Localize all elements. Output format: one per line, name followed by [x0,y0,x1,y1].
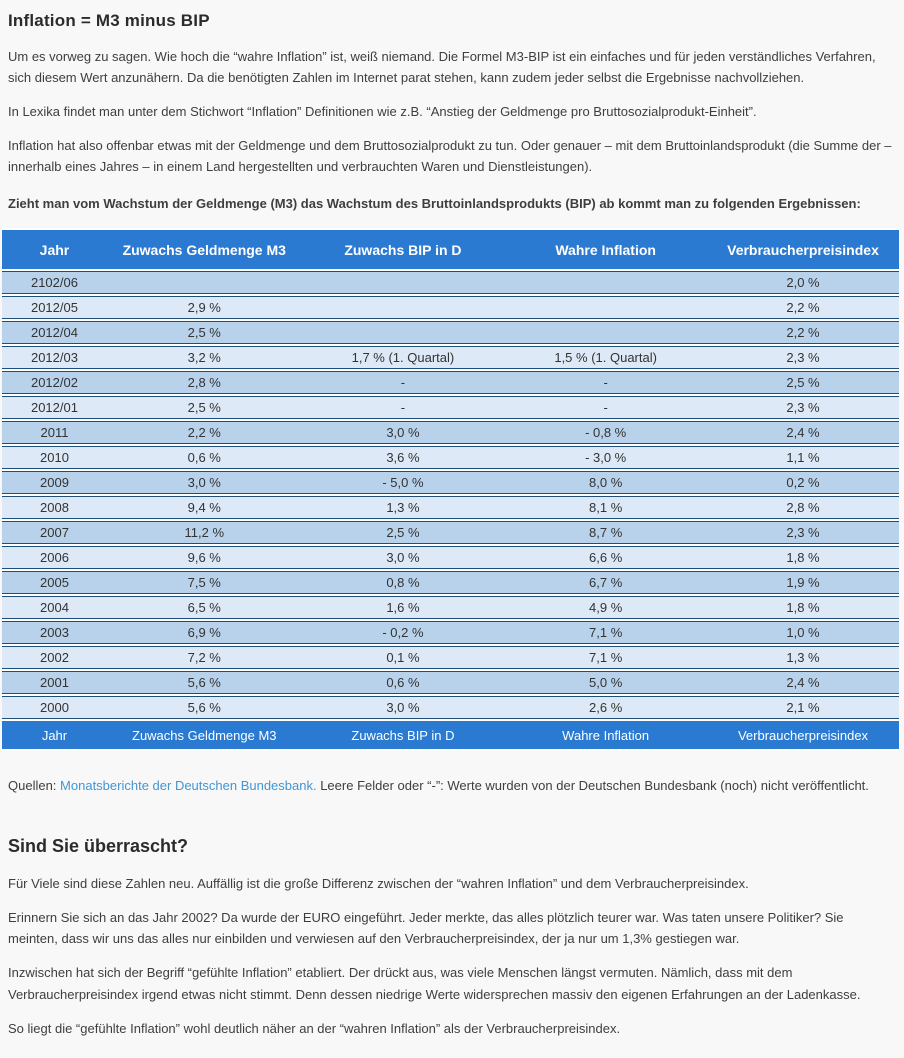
table-cell: 3,0 % [302,696,505,719]
table-cell: 2,9 % [107,296,302,319]
table-cell: 0,8 % [302,571,505,594]
source-label: Quellen: [8,778,61,794]
table-cell [302,321,505,344]
section2-paragraph-4: So liegt die “gefühlte Inflation” wohl deutlich näher an der “wahren Inflation” als der Verbraucherpreisindex. [8,1020,621,1036]
table-cell: 2,5 % [107,396,302,419]
table-cell: 2,8 % [107,371,302,394]
table-cell: - 0,8 % [504,421,707,444]
table-cell: 7,2 % [107,646,302,669]
table-cell: 1,3 % [302,496,505,519]
table-cell: 2012/01 [2,396,107,419]
table-cell: 2012/03 [2,346,107,369]
table-cell: 2003 [2,621,107,644]
table-cell: 1,5 % (1. Quartal) [504,346,707,369]
table-cell: 9,4 % [107,496,302,519]
section-title: Sind Sie überrascht? [8,836,189,857]
table-cell: 8,0 % [504,471,707,494]
table-row [2,496,899,519]
table-row [2,671,899,694]
table-cell: 3,0 % [107,471,302,494]
table-cell: 5,0 % [504,671,707,694]
table-cell: 3,0 % [302,546,505,569]
table-cell: 1,6 % [302,596,505,619]
table-row [2,346,899,369]
table-row [2,621,899,644]
table-cell [302,296,505,319]
table-cell [504,271,707,294]
table-cell: 2006 [2,546,107,569]
table-cell: 1,0 % [707,621,899,644]
table-cell: 2012/04 [2,321,107,344]
table-cell: 7,1 % [504,646,707,669]
footer-column-label: Jahr [2,721,107,749]
table-cell: - [504,371,707,394]
table-cell: 2012/05 [2,296,107,319]
table-cell: - 5,0 % [302,471,505,494]
table-row [2,296,899,319]
source-line [8,775,896,796]
table-row [2,271,899,294]
table-cell: 0,6 % [302,671,505,694]
table-cell: 7,5 % [107,571,302,594]
table-row [2,521,899,544]
table-cell: 2,3 % [707,396,899,419]
table-cell: 0,2 % [707,471,899,494]
footer-column-label: Zuwachs BIP in D [302,721,505,749]
table-cell: 2008 [2,496,107,519]
page-title: Inflation = M3 minus BIP [8,11,210,30]
table-cell: 11,2 % [107,521,302,544]
table-row [2,471,899,494]
table-cell: 2,0 % [707,271,899,294]
table-row [2,421,899,444]
table-cell: 2,5 % [302,521,505,544]
table-cell: 5,6 % [107,671,302,694]
table-cell: - 0,2 % [302,621,505,644]
table-footer-row [2,721,899,749]
intro-paragraph-3: Inflation hat also offenbar etwas mit der Geldmenge und dem Bruttosozialprodukt zu tun. Oder genauer – mit dem Bruttoinlandsprodukt (die Summe der – innerhalb eines Jahres – in einem Land hergestellten und verbrauchten Waren und Dienstleistungen). [8,138,892,175]
source-note: Leere Felder oder “-”: Werte wurden von der Deutschen Bundesbank (noch) nicht veröffentlicht. [316,778,869,794]
table-cell: 2,4 % [707,421,899,444]
table-cell: 8,1 % [504,496,707,519]
table-cell: - 3,0 % [504,446,707,469]
column-header: Zuwachs BIP in D [302,230,505,269]
table-cell: 1,9 % [707,571,899,594]
section2-paragraph-1: Für Viele sind diese Zahlen neu. Auffällig ist die große Differenz zwischen der “wahren Inflation” und dem Verbraucherpreisindex. [8,876,749,892]
table-cell: 2,5 % [107,321,302,344]
table-cell: 2,3 % [707,521,899,544]
table-cell: - [302,396,505,419]
table-lead-in: Zieht man vom Wachstum der Geldmenge (M3) das Wachstum des Bruttoinlandsprodukts (BIP) ab kommt man zu folgenden Ergebnissen: [8,196,861,212]
table-cell: 1,3 % [707,646,899,669]
table-cell: 2,6 % [504,696,707,719]
table-cell: 1,8 % [707,546,899,569]
table-cell: 6,9 % [107,621,302,644]
table-cell: 5,6 % [107,696,302,719]
intro-paragraph-2: In Lexika findet man unter dem Stichwort “Inflation” Definitionen wie z.B. “Anstieg der Geldmenge pro Bruttosozialprodukt-Einheit”. [8,104,757,120]
table-cell: 2,1 % [707,696,899,719]
intro-paragraph-1: Um es vorweg zu sagen. Wie hoch die “wahre Inflation” ist, weiß niemand. Die Formel M3-BIP ist ein einfaches und für jeden verständliches Verfahren, sich diesem Wert anzunähern. Da die benötigten Zahlen im Internet parat stehen, kann zudem jeder selbst die Ergebnisse nachvollziehen. [8,49,876,86]
table-cell: 0,1 % [302,646,505,669]
footer-column-label: Wahre Inflation [504,721,707,749]
table-cell [504,296,707,319]
table-cell: 8,7 % [504,521,707,544]
table-cell: 2012/02 [2,371,107,394]
table-row [2,546,899,569]
table-cell: 2004 [2,596,107,619]
table-row [2,371,899,394]
column-header: Verbraucherpreisindex [707,230,899,269]
inflation-table [2,228,899,751]
table-cell: 2,2 % [107,421,302,444]
section2-paragraph-3: Inzwischen hat sich der Begriff “gefühlte Inflation” etabliert. Der drückt aus, was viele Menschen längst vermuten. Nämlich, dass mit dem Verbraucherpreisindex irgend etwas nicht stimmt. Denn dessen niedrige Werte widersprechen massiv den eigenen Erfahrungen an der Ladenkasse. [8,965,861,1002]
table-cell: 6,5 % [107,596,302,619]
table-cell: 3,6 % [302,446,505,469]
table-cell: 3,0 % [302,421,505,444]
table-cell: 2,2 % [707,321,899,344]
table-row [2,646,899,669]
table-row [2,446,899,469]
table-cell: 2005 [2,571,107,594]
footer-column-label: Verbraucherpreisindex [707,721,899,749]
table-cell: 2102/06 [2,271,107,294]
table-cell: 7,1 % [504,621,707,644]
table-cell: 6,6 % [504,546,707,569]
table-cell: 3,2 % [107,346,302,369]
table-cell: 2010 [2,446,107,469]
table-cell: 2,8 % [707,496,899,519]
table-row [2,596,899,619]
column-header: Wahre Inflation [504,230,707,269]
table-cell: 6,7 % [504,571,707,594]
table-cell: 2009 [2,471,107,494]
table-cell: 1,7 % (1. Quartal) [302,346,505,369]
footer-column-label: Zuwachs Geldmenge M3 [107,721,302,749]
table-cell: 4,9 % [504,596,707,619]
table-row [2,396,899,419]
column-header: Jahr [2,230,107,269]
table-cell: 9,6 % [107,546,302,569]
table-cell: 2,5 % [707,371,899,394]
table-cell: 2001 [2,671,107,694]
table-cell: 2007 [2,521,107,544]
table-footer [2,721,899,749]
table-cell: 2,4 % [707,671,899,694]
table-cell: 2011 [2,421,107,444]
table-cell: 2000 [2,696,107,719]
table-cell: 0,6 % [107,446,302,469]
table-cell: - [504,396,707,419]
section2-paragraph-2: Erinnern Sie sich an das Jahr 2002? Da wurde der EURO eingeführt. Jeder merkte, das alles plötzlich teurer war. Was taten unsere Politiker? Sie meinten, dass wir uns das alles nur einbilden und verwiesen auf den Verbraucherpreisindex, der ja nur um 1,3% gestiegen war. [8,910,844,947]
table-cell: 1,1 % [707,446,899,469]
table-cell: - [302,371,505,394]
table-row [2,696,899,719]
table-row [2,571,899,594]
table-cell: 2002 [2,646,107,669]
source-link[interactable]: Monatsberichte der Deutschen Bundesbank. [60,778,317,794]
table-cell: 2,2 % [707,296,899,319]
column-header: Zuwachs Geldmenge M3 [107,230,302,269]
table-header [2,230,899,269]
table-cell [504,321,707,344]
table-body [2,271,899,719]
table-row [2,321,899,344]
table-cell: 1,8 % [707,596,899,619]
table-cell [107,271,302,294]
table-header-row [2,230,899,269]
table-cell: 2,3 % [707,346,899,369]
table-cell [302,271,505,294]
